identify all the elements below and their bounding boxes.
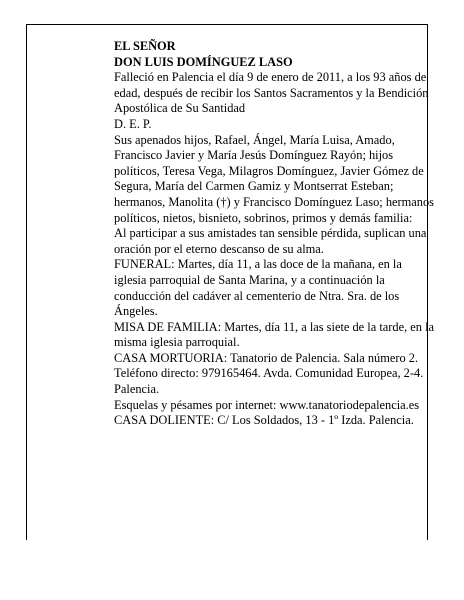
family-list: Sus apenados hijos, Rafael, Ángel, María Luisa, Amado, Francisco Javier y María Jesús Domínguez Rayón; hijos políticos, Teresa Vega, Milagros Domínguez, Javier Gómez de Segura, María del Carmen Gamiz y Montserrat Esteban; hermanos, Manolita (†) y Francisco Domínguez Laso; hermanos políticos, nietos, bisnieto, sobrinos, primos y demás familia: — [114, 132, 435, 225]
heading-title: EL SEÑOR — [114, 39, 176, 53]
death-announcement: Falleció en Palencia el día 9 de enero de 2011, a los 93 años de edad, después de recibir los Santos Sacramentos y la Bendición Apostólica de Su Santidad — [114, 70, 429, 116]
mortuary-info: CASA MORTUORIA: Tanatorio de Palencia. Sala número 2. Teléfono directo: 979165464. Avda. Comunidad Europea, 2-4. Palencia. — [114, 350, 424, 397]
family-mass-info: MISA DE FAMILIA: Martes, día 11, a las siete de la tarde, en la misma iglesia parroquial. — [114, 319, 435, 350]
dep-line: D. E. P. — [114, 116, 152, 131]
prayer-request: Al participar a sus amistades tan sensible pérdida, suplican una oración por el eterno descanso de su alma. — [114, 226, 427, 256]
obituary-text — [114, 39, 434, 429]
family-home-address: CASA DOLIENTE: C/ Los Soldados, 13 - 1º Izda. Palencia. — [114, 413, 414, 428]
funeral-info: FUNERAL: Martes, día 11, a las doce de la mañana, en la iglesia parroquial de Santa Marina, y a continuación la conducción del cadáver al cementerio de Ntra. Sra. de los Ángeles. — [114, 257, 402, 319]
deceased-name: DON LUIS DOMÍNGUEZ LASO — [114, 54, 293, 69]
internet-condolences: Esquelas y pésames por internet: www.tanatoriodepalencia.es — [114, 397, 420, 412]
